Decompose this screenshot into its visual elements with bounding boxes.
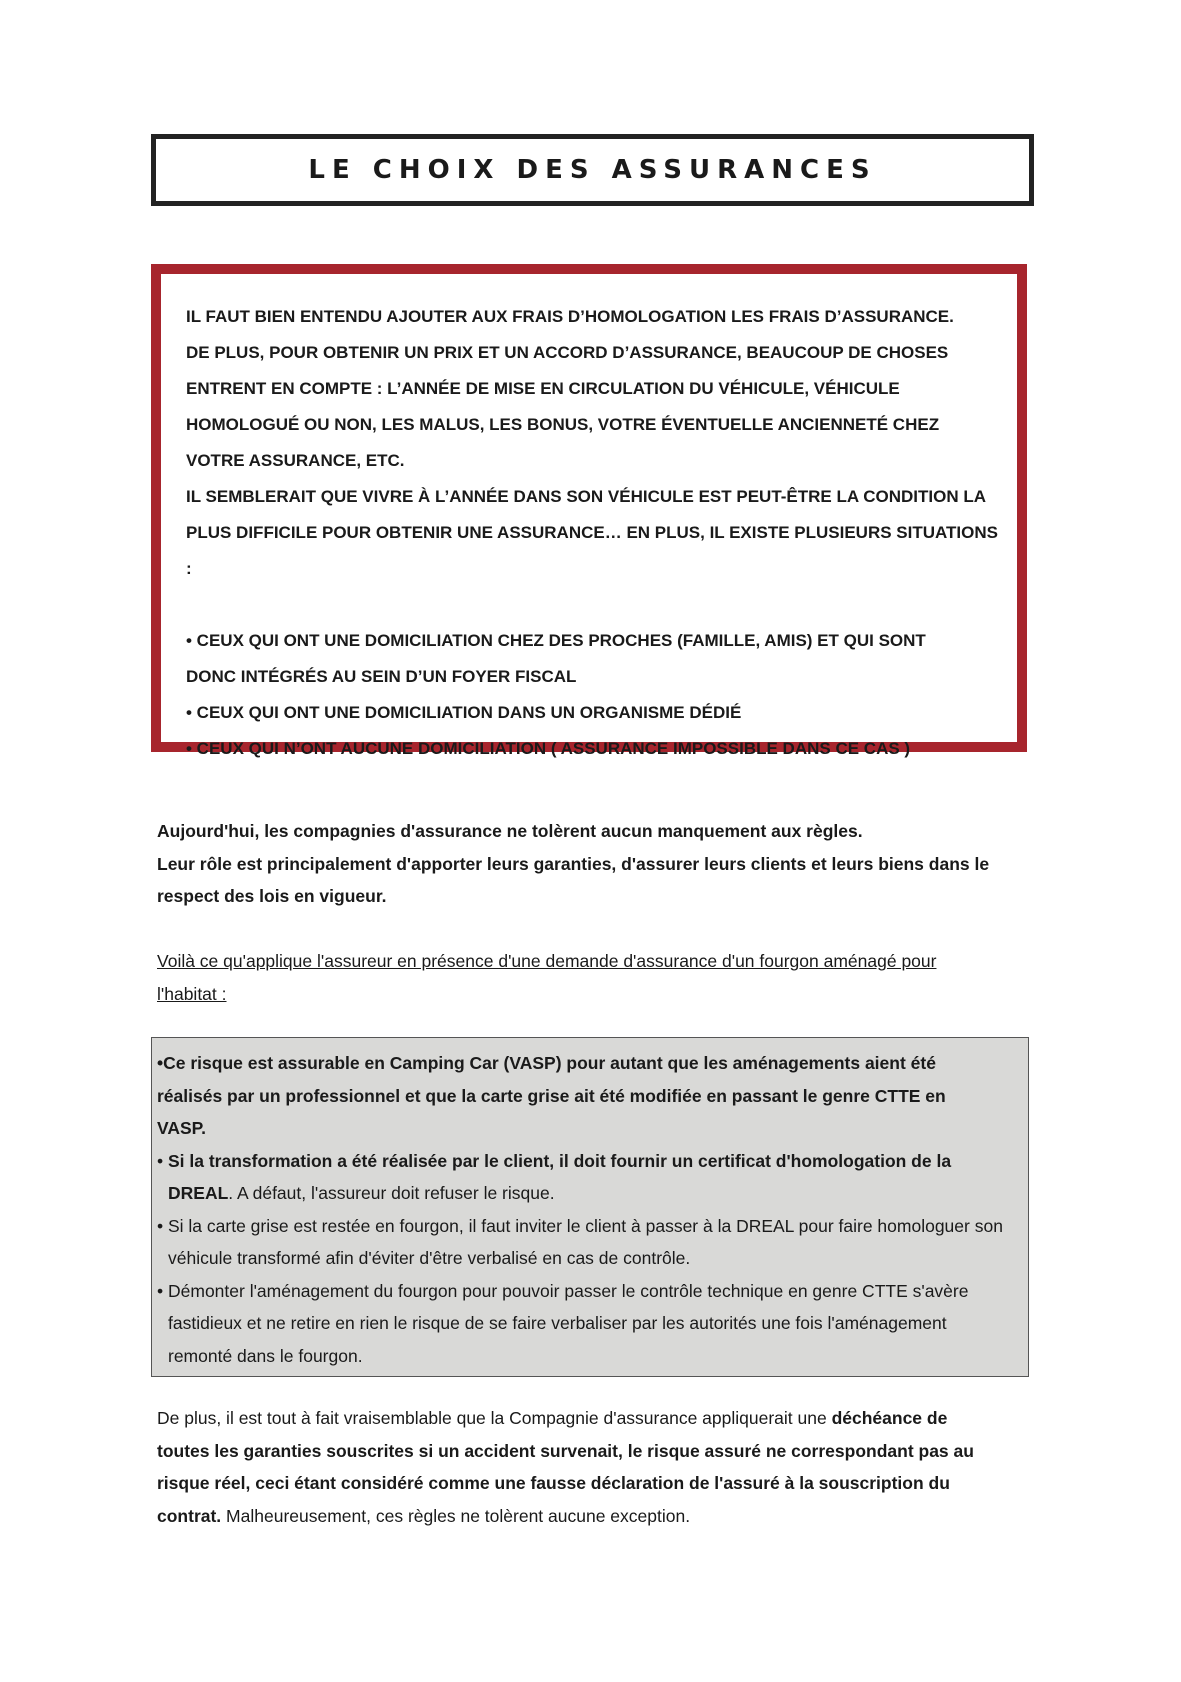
conclusion-bold-text: contrat.: [157, 1505, 222, 1526]
insurer-rules-line: Voilà ce qu'applique l'assureur en présence d'une demande d'assurance d'un fourgon aménagé pour: [157, 951, 937, 971]
intro-line: Leur rôle est principalement d'apporter leurs garanties, d'assurer leurs clients et leurs biens dans le: [157, 853, 990, 874]
highlight-spacer: [186, 587, 1007, 623]
rule-line: Démonter l'aménagement du fourgon pour pouvoir passer le contrôle technique en genre CTTE s'avère: [168, 1280, 969, 1301]
conclusion-paragraph: [157, 1402, 1027, 1532]
rule-line: véhicule transformé afin d'éviter d'être verbalisé en cas de contrôle.: [168, 1248, 691, 1268]
conclusion-bold-line: toutes les garanties souscrites si un accident survenait, le risque assuré ne correspondant pas au: [157, 1440, 974, 1461]
highlight-bullet-line: • CEUX QUI N’ONT AUCUNE DOMICILIATION ( ASSURANCE IMPOSSIBLE DANS CE CAS ): [186, 739, 911, 758]
highlight-bullet-line: • CEUX QUI ONT UNE DOMICILIATION DANS UN ORGANISME DÉDIÉ: [186, 703, 742, 722]
rule-line: VASP.: [157, 1118, 206, 1138]
rule-line: Ce risque est assurable en Camping Car (VASP) pour autant que les aménagements aient été: [163, 1053, 936, 1073]
intro-line: respect des lois en vigueur.: [157, 886, 387, 906]
highlight-bullet-line: • CEUX QUI ONT UNE DOMICILIATION CHEZ DES PROCHES (FAMILLE, AMIS) ET QUI SONT: [186, 631, 926, 650]
bullet-icon: •: [157, 1053, 164, 1073]
intro-paragraph: [157, 815, 1027, 913]
highlight-line: ENTRENT EN COMPTE : L’ANNÉE DE MISE EN CIRCULATION DU VÉHICULE, VÉHICULE: [186, 379, 900, 398]
intro-line: Aujourd'hui, les compagnies d'assurance ne tolèrent aucun manquement aux règles.: [157, 821, 863, 841]
highlight-line: PLUS DIFFICILE POUR OBTENIR UNE ASSURANCE… EN PLUS, IL EXISTE PLUSIEURS SITUATIONS :: [186, 523, 998, 578]
rule-item: [157, 1047, 1026, 1145]
rules-list: [157, 1047, 1026, 1372]
highlight-text: [186, 299, 1007, 767]
title-box: [151, 134, 1034, 206]
rule-line: fastidieux et ne retire en rien le risque de se faire verbaliser par les autorités une fois l'aménagement: [168, 1313, 947, 1333]
bullet-icon: •: [157, 1215, 164, 1236]
rule-line: remonté dans le fourgon.: [168, 1345, 363, 1366]
conclusion-text: Malheureusement, ces règles ne tolèrent aucune exception.: [221, 1505, 691, 1526]
rule-bold-text: DREAL: [168, 1183, 229, 1203]
rule-line: Si la transformation a été réalisée par le client, il doit fournir un certificat d'homologation de la: [168, 1150, 952, 1171]
highlight-line: DE PLUS, POUR OBTENIR UN PRIX ET UN ACCORD D’ASSURANCE, BEAUCOUP DE CHOSES: [186, 343, 949, 362]
highlight-line: DONC INTÉGRÉS AU SEIN D’UN FOYER FISCAL: [186, 667, 577, 686]
highlight-line: IL SEMBLERAIT QUE VIVRE À L’ANNÉE DANS SON VÉHICULE EST PEUT-ÊTRE LA CONDITION LA: [186, 487, 987, 506]
bullet-icon: •: [157, 1280, 164, 1301]
highlight-line: HOMOLOGUÉ OU NON, LES MALUS, LES BONUS, VOTRE ÉVENTUELLE ANCIENNETÉ CHEZ: [186, 415, 940, 434]
rule-item: [157, 1210, 1026, 1275]
page-title: LE CHOIX DES ASSURANCES: [308, 155, 877, 185]
insurer-rules-line: l'habitat :: [157, 983, 227, 1004]
rule-item: [157, 1145, 1026, 1210]
highlight-box: [151, 264, 1027, 758]
highlight-line: VOTRE ASSURANCE, ETC.: [186, 451, 405, 470]
conclusion-bold-text: déchéance de: [831, 1408, 948, 1428]
bullet-icon: •: [157, 1150, 164, 1171]
rule-item: [157, 1275, 1026, 1373]
insurer-rules-heading: [157, 945, 1027, 1010]
rule-line: Si la carte grise est restée en fourgon, il faut inviter le client à passer à la DREAL pour faire homologuer son: [168, 1215, 1003, 1236]
conclusion-bold-line: risque réel, ceci étant considéré comme une fausse déclaration de l'assuré à la souscription du: [157, 1473, 950, 1493]
rule-line: réalisés par un professionnel et que la carte grise ait été modifiée en passant le genre CTTE en: [157, 1085, 946, 1106]
rules-box: [151, 1037, 1029, 1377]
rule-text: . A défaut, l'assureur doit refuser le risque.: [228, 1183, 555, 1203]
conclusion-text: De plus, il est tout à fait vraisemblable que la Compagnie d'assurance appliquerait une: [157, 1408, 832, 1428]
highlight-line: IL FAUT BIEN ENTENDU AJOUTER AUX FRAIS D’HOMOLOGATION LES FRAIS D’ASSURANCE.: [186, 307, 954, 326]
